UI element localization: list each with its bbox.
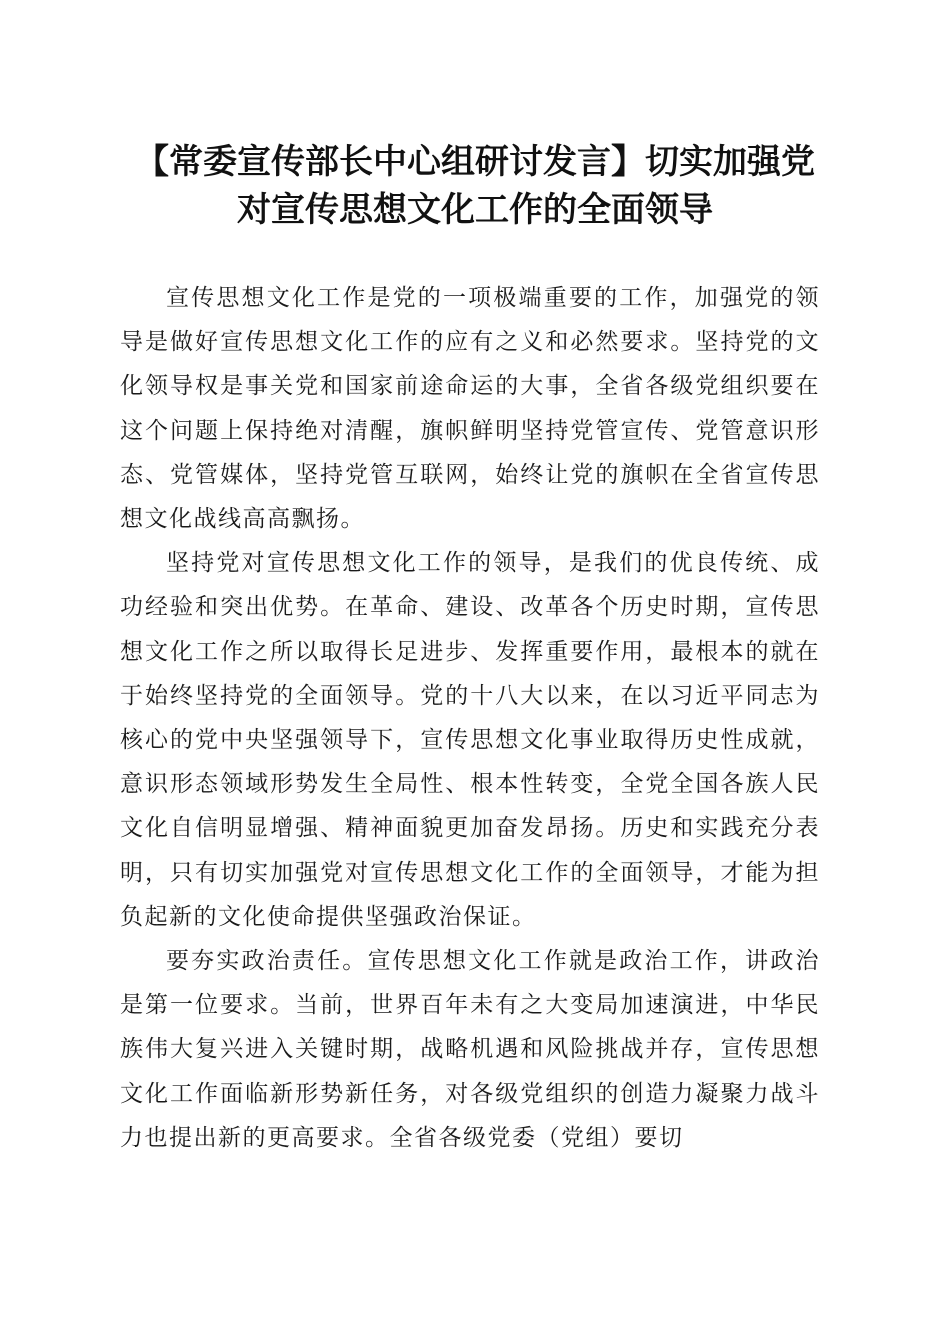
document-body [120, 276, 820, 1160]
title-line-1: 【常委宣传部长中心组研讨发言】切实加强党 [135, 142, 815, 182]
document-title [110, 138, 840, 234]
title-line-2: 对宣传思想文化工作的全面领导 [237, 190, 713, 230]
paragraph-1: 宣传思想文化工作是党的一项极端重要的工作，加强党的领导是做好宣传思想文化工作的应有之义和必然要求。坚持党的文化领导权是事关党和国家前途命运的大事，全省各级党组织要在这个问题上保持绝对清醒，旗帜鲜明坚持党管宣传、党管意识形态、党管媒体，坚持党管互联网，始终让党的旗帜在全省宣传思想文化战线高高飘扬。 [120, 285, 820, 533]
paragraph-3: 要夯实政治责任。宣传思想文化工作就是政治工作，讲政治是第一位要求。当前，世界百年未有之大变局加速演进，中华民族伟大复兴进入关键时期，战略机遇和风险挑战并存，宣传思想文化工作面临新形势新任务，对各级党组织的创造力凝聚力战斗力也提出新的更高要求。全省各级党委（党组）要切 [120, 948, 820, 1151]
paragraph-2: 坚持党对宣传思想文化工作的领导，是我们的优良传统、成功经验和突出优势。在革命、建设、改革各个历史时期，宣传思想文化工作之所以取得长足进步、发挥重要作用，最根本的就在于始终坚持党的全面领导。党的十八大以来，在以习近平同志为核心的党中央坚强领导下，宣传思想文化事业取得历史性成就，意识形态领域形势发生全局性、根本性转变，全党全国各族人民文化自信明显增强、精神面貌更加奋发昂扬。历史和实践充分表明，只有切实加强党对宣传思想文化工作的全面领导，才能为担负起新的文化使命提供坚强政治保证。 [120, 550, 820, 930]
